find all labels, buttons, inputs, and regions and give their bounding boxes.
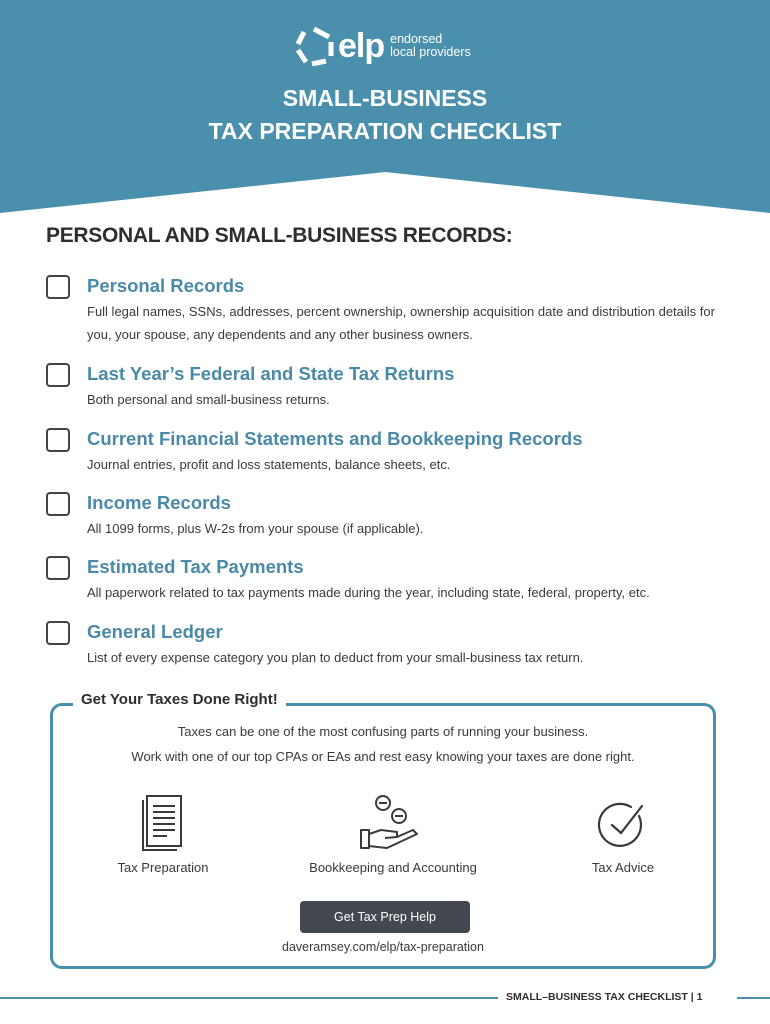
header-banner — [0, 0, 770, 220]
check-circle-icon — [597, 800, 649, 852]
checklist-item-desc: Both personal and small-business returns. — [87, 392, 330, 407]
checklist-item-title: Estimated Tax Payments — [87, 556, 304, 577]
hand-coins-icon — [359, 794, 423, 854]
checkbox[interactable] — [46, 428, 70, 452]
checkbox[interactable] — [46, 556, 70, 580]
checklist-item-title: Current Financial Statements and Bookkeeping Records — [87, 428, 583, 449]
checkbox[interactable] — [46, 363, 70, 387]
cta-box — [50, 691, 716, 969]
checklist-item-desc: List of every expense category you plan to deduct from your small-business tax return. — [87, 650, 584, 665]
logo-wordmark: elp — [338, 27, 385, 65]
cta-line-2: Work with one of our top CPAs or EAs and rest easy knowing your taxes are done right. — [131, 749, 635, 764]
checklist-item-title: General Ledger — [87, 621, 223, 642]
cta-line-1: Taxes can be one of the most confusing parts of running your business. — [177, 724, 589, 739]
page-title-line-1: SMALL-BUSINESS — [282, 85, 488, 111]
checklist-item-desc: Full legal names, SSNs, addresses, percent ownership, ownership acquisition date and distribution details for you, your spouse, any dependents and any other business owners. — [87, 304, 715, 342]
footer-divider-right — [737, 997, 770, 999]
checklist-item-desc: All paperwork related to tax payments made during the year, including state, federal, property, etc. — [87, 585, 650, 600]
elp-logo — [294, 24, 471, 68]
checklist-item-desc: All 1099 forms, plus W-2s from your spouse (if applicable). — [87, 521, 424, 536]
get-tax-prep-help-button[interactable]: Get Tax Prep Help — [300, 901, 470, 933]
page-title-line-2: TAX PREPARATION CHECKLIST — [208, 118, 562, 144]
checklist-item-title: Personal Records — [87, 275, 245, 296]
checklist-item-title: Last Year’s Federal and State Tax Returns — [87, 363, 455, 384]
cta-title: Get Your Taxes Done Right! — [73, 691, 286, 708]
logo-tagline — [390, 33, 471, 59]
footer-label: SMALL–BUSINESS TAX CHECKLIST | 1 — [506, 991, 703, 1003]
checkbox[interactable] — [46, 492, 70, 516]
checkbox[interactable] — [46, 621, 70, 645]
section-heading: PERSONAL AND SMALL-BUSINESS RECORDS: — [46, 224, 513, 247]
logo-tagline-line-1: endorsed — [390, 32, 443, 46]
service-label: Tax Preparation — [117, 860, 209, 875]
elp-logo-mark-icon — [294, 26, 334, 66]
logo-tagline-line-2: local providers — [390, 45, 471, 59]
document-icon — [137, 794, 187, 854]
footer-divider — [0, 997, 498, 999]
checkbox[interactable] — [46, 275, 70, 299]
service-label: Tax Advice — [591, 860, 655, 875]
checklist-item-title: Income Records — [87, 492, 231, 513]
checklist-item-desc: Journal entries, profit and loss statements, balance sheets, etc. — [87, 457, 451, 472]
service-label: Bookkeeping and Accounting — [309, 860, 477, 875]
cta-url-link[interactable]: daveramsey.com/elp/tax-preparation — [282, 940, 484, 954]
